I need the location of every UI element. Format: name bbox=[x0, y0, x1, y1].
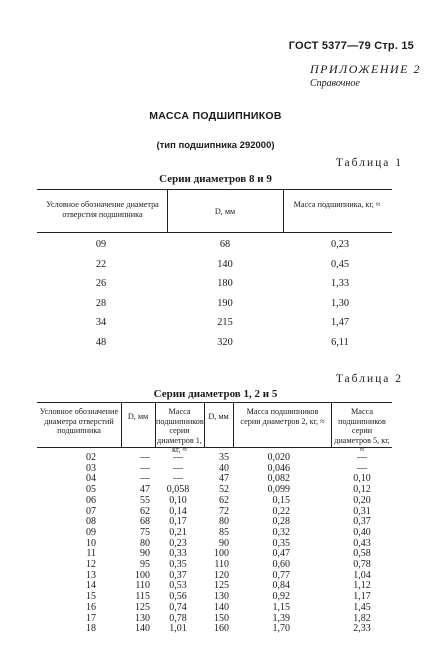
table2-cell: 68 bbox=[140, 516, 150, 528]
table2-cell: 1,17 bbox=[353, 591, 371, 603]
appendix-subtitle: Справочное bbox=[310, 78, 360, 89]
table2-cell: 0,21 bbox=[169, 526, 187, 538]
table2-cell: 85 bbox=[219, 526, 229, 538]
table2-cell: 1,01 bbox=[169, 623, 187, 635]
table2-cell: 100 bbox=[214, 548, 229, 560]
table2-cell: 0,58 bbox=[353, 548, 371, 560]
table2-cell: 0,17 bbox=[169, 516, 187, 528]
table2-cell: 18 bbox=[86, 623, 96, 635]
table2-cell: 0,40 bbox=[353, 526, 371, 538]
page-header: ГОСТ 5377—79 Стр. 15 bbox=[288, 40, 414, 52]
table2-cell: 0,082 bbox=[267, 473, 290, 485]
table2-cell: 09 bbox=[86, 526, 96, 538]
table2-cell: 1,39 bbox=[272, 612, 290, 624]
table1-cell: 215 bbox=[217, 317, 233, 329]
table2-cell: 0,37 bbox=[353, 516, 371, 528]
table2-cell: 08 bbox=[86, 516, 96, 528]
table2-header-cell: Масса подшипников серии диаметров 1, кг, ≈ bbox=[156, 407, 204, 454]
table2-cell: 40 bbox=[219, 462, 229, 474]
table2-cell: — bbox=[357, 452, 367, 463]
table2-cell: 05 bbox=[86, 484, 96, 496]
table2-cell: 12 bbox=[86, 559, 96, 570]
table2-cell: 110 bbox=[135, 580, 150, 592]
table2-cell: 0,33 bbox=[169, 548, 187, 560]
table1-cell: 0,23 bbox=[330, 239, 350, 250]
table2-col-divider bbox=[233, 402, 234, 447]
appendix-title: ПРИЛОЖЕНИЕ 2 bbox=[310, 62, 421, 76]
table2-cell: 0,84 bbox=[272, 580, 290, 592]
table2-cell: 07 bbox=[86, 505, 96, 517]
table2-cell: 150 bbox=[214, 612, 229, 624]
table2-cell: 02 bbox=[86, 452, 96, 463]
document-subtitle: (тип подшипника 292000) bbox=[156, 140, 275, 151]
table1-cell: 1,33 bbox=[330, 278, 350, 290]
table2-cell: — bbox=[140, 452, 150, 463]
table2-cell: — bbox=[140, 473, 150, 485]
table2-cell: 0,12 bbox=[353, 484, 371, 496]
table2-cell: 0,78 bbox=[353, 559, 371, 570]
table1-cell: 180 bbox=[217, 278, 233, 290]
table2-cell: 0,92 bbox=[272, 591, 290, 603]
table2-cell: 72 bbox=[219, 505, 229, 517]
table1-cell: 28 bbox=[95, 297, 107, 309]
table2-cell: 15 bbox=[86, 591, 96, 603]
table2-cell: 0,14 bbox=[169, 505, 187, 517]
table2-col-divider bbox=[331, 402, 332, 447]
table2-cell: 03 bbox=[86, 462, 96, 474]
table2-cell: 110 bbox=[214, 559, 229, 570]
table2-header-cell: D, мм bbox=[208, 412, 229, 421]
table1-cell: 320 bbox=[217, 337, 233, 348]
table2-cell: 0,35 bbox=[169, 559, 187, 570]
table1-cell: 22 bbox=[95, 258, 107, 270]
table2-cell: 13 bbox=[86, 569, 96, 581]
table1-cell: 09 bbox=[95, 239, 107, 250]
document-title: МАССА ПОДШИПНИКОВ bbox=[149, 110, 282, 122]
table1-label: Таблица 1 bbox=[335, 157, 403, 169]
table2-cell: 2,33 bbox=[353, 623, 371, 635]
table2-cell: 0,28 bbox=[272, 516, 290, 528]
table1-cell: 48 bbox=[95, 337, 107, 348]
table2-cell: 0,78 bbox=[169, 612, 187, 624]
table2-cell: — bbox=[357, 462, 367, 474]
table2-cell: 115 bbox=[135, 591, 150, 603]
table2-cell: 55 bbox=[140, 494, 150, 506]
table2-cell: 62 bbox=[140, 505, 150, 517]
table2-cell: 0,53 bbox=[169, 580, 187, 592]
table2-cell: 06 bbox=[86, 494, 96, 506]
table2-cell: 1,15 bbox=[272, 601, 290, 613]
table2-cell: 125 bbox=[135, 601, 150, 613]
table2-cell: 0,23 bbox=[169, 537, 187, 549]
table1-cell: 140 bbox=[217, 258, 233, 270]
table2-cell: 100 bbox=[135, 569, 150, 581]
table2-cell: 62 bbox=[219, 494, 229, 506]
table2-cell: 0,35 bbox=[272, 537, 290, 549]
table2-cell: 0,56 bbox=[169, 591, 187, 603]
table2-cell: 1,45 bbox=[353, 601, 371, 613]
table2-cell: 17 bbox=[86, 612, 96, 624]
table2-cell: 0,15 bbox=[272, 494, 290, 506]
table2-top-rule bbox=[37, 402, 392, 403]
table2-cell: 75 bbox=[140, 526, 150, 538]
table1-header-cell: D, мм bbox=[214, 207, 236, 216]
table2-cell: 52 bbox=[219, 484, 229, 496]
table2-cell: 80 bbox=[140, 537, 150, 549]
table2-cell: 0,37 bbox=[169, 569, 187, 581]
table2-cell: 0,77 bbox=[272, 569, 290, 581]
table2-cell: 1,82 bbox=[353, 612, 371, 624]
table2-cell: 0,10 bbox=[353, 473, 371, 485]
table1-cell: 190 bbox=[217, 297, 233, 309]
table2-cell: 90 bbox=[140, 548, 150, 560]
table2-cell: 0,47 bbox=[272, 548, 290, 560]
table2-cell: 0,046 bbox=[267, 462, 290, 474]
table2-cell: 130 bbox=[214, 591, 229, 603]
table2-cell: 1,12 bbox=[353, 580, 371, 592]
table2-cell: 10 bbox=[86, 537, 96, 549]
table2-cell: 16 bbox=[86, 601, 96, 613]
table2-cell: 47 bbox=[140, 484, 150, 496]
table1-cell: 1,47 bbox=[330, 317, 350, 329]
table2-col-divider bbox=[204, 402, 205, 447]
table2-cell: 130 bbox=[135, 612, 150, 624]
table2-cell: — bbox=[173, 462, 183, 474]
table2-cell: 140 bbox=[214, 601, 229, 613]
table1-cell: 6,11 bbox=[331, 337, 349, 348]
table2-cell: 1,04 bbox=[353, 569, 371, 581]
table2-cell: 0,74 bbox=[169, 601, 187, 613]
table2-cell: — bbox=[173, 473, 183, 485]
table2-cell: 160 bbox=[214, 623, 229, 635]
table2-header-cell: Масса подшипников серии диаметров 5, кг, ≈ bbox=[334, 407, 390, 454]
table2-cell: 0,31 bbox=[353, 505, 371, 517]
table2-col-divider bbox=[121, 402, 122, 447]
table2-cell: 0,32 bbox=[272, 526, 290, 538]
table2-cell: — bbox=[173, 452, 183, 463]
table2-cell: 120 bbox=[214, 569, 229, 581]
table2-cell: 0,60 bbox=[272, 559, 290, 570]
table2-header-cell: Условное обозначение диаметра отверстий подшипника bbox=[39, 407, 119, 435]
table1-cell: 68 bbox=[219, 239, 231, 250]
table1-cell: 0,45 bbox=[330, 258, 350, 270]
table2-cell: 0,10 bbox=[169, 494, 187, 506]
table2-header-cell: D, мм bbox=[127, 412, 149, 421]
table2-cell: 11 bbox=[86, 548, 96, 560]
table2-cell: 47 bbox=[219, 473, 229, 485]
table2-cell: 95 bbox=[140, 559, 150, 570]
table1-series-title: Серии диаметров 8 и 9 bbox=[159, 173, 272, 185]
table2-cell: 80 bbox=[219, 516, 229, 528]
table2-series-title: Серии диаметров 1, 2 и 5 bbox=[153, 388, 278, 400]
table2-cell: 90 bbox=[219, 537, 229, 549]
table1-cell: 34 bbox=[95, 317, 107, 329]
table2-cell: 0,20 bbox=[353, 494, 371, 506]
table2-cell: 1,70 bbox=[272, 623, 290, 635]
table2-cell: 0,22 bbox=[272, 505, 290, 517]
table1-header-cell: Масса подшипника, кг, ≈ bbox=[293, 200, 381, 209]
table2-cell: 140 bbox=[135, 623, 150, 635]
table2-cell: 0,020 bbox=[267, 452, 290, 463]
table2-cell: 35 bbox=[219, 452, 229, 463]
table2-cell: — bbox=[140, 462, 150, 474]
table1-cell: 1,30 bbox=[330, 297, 350, 309]
table2-cell: 125 bbox=[214, 580, 229, 592]
table2-cell: 14 bbox=[86, 580, 96, 592]
table2-cell: 04 bbox=[86, 473, 96, 485]
table2-header-cell: Масса подшипников серии диаметров 2, кг, ≈ bbox=[240, 407, 325, 426]
table2-label: Таблица 2 bbox=[335, 373, 403, 385]
table2-cell: 0,058 bbox=[166, 484, 190, 496]
table1-cell: 26 bbox=[95, 278, 107, 290]
table2-cell: 0,099 bbox=[267, 484, 290, 496]
table2-cell: 0,43 bbox=[353, 537, 371, 549]
table1-header-cell: Условное обозначение диаметра отверстия подшипника bbox=[46, 200, 159, 219]
